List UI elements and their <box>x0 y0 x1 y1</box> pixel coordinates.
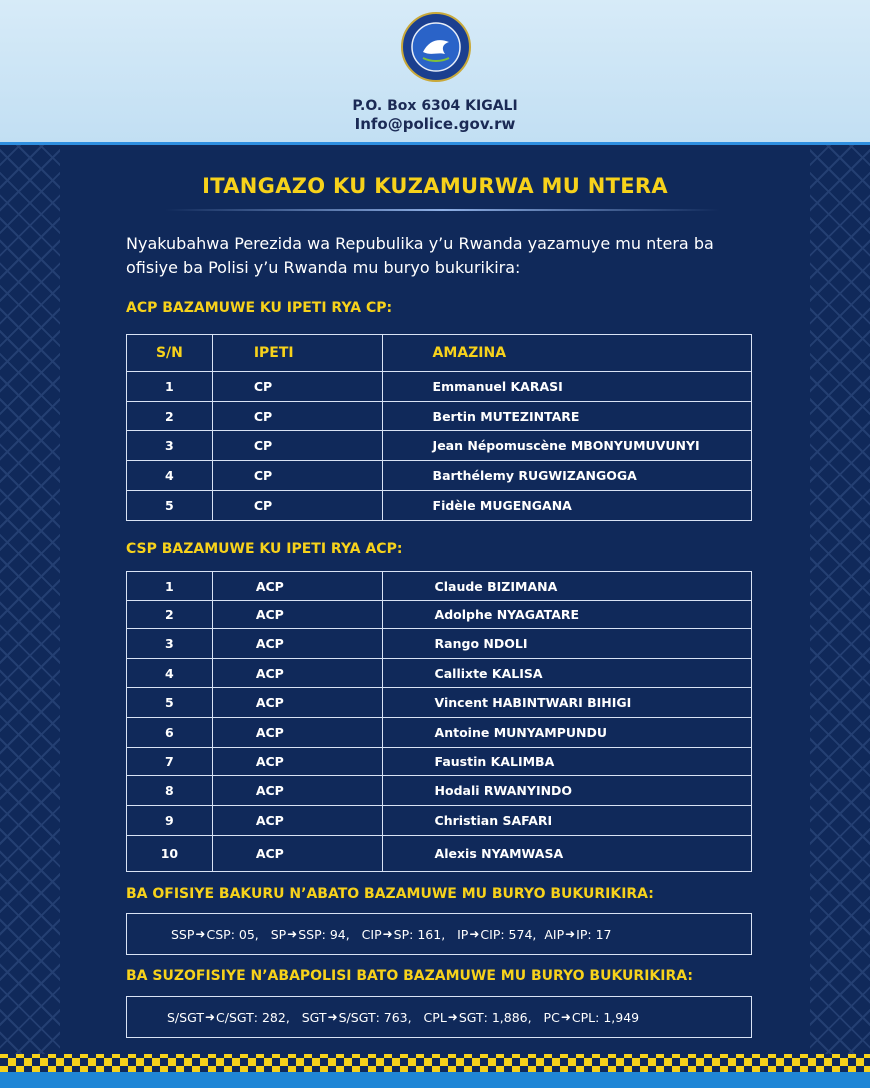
section2-heading: CSP BAZAMUWE KU IPETI RYA ACP: <box>126 541 403 557</box>
acp-promotion-table <box>126 571 752 872</box>
table-row: 1 CP Emmanuel KARASI <box>127 372 752 402</box>
table-row: 8 ACP Hodali RWANYINDO <box>127 776 752 806</box>
section1-heading: ACP BAZAMUWE KU IPETI RYA CP: <box>126 300 393 316</box>
table-row: 6 ACP Antoine MUNYAMPUNDU <box>127 718 752 748</box>
table-row: 9 ACP Christian SAFARI <box>127 806 752 836</box>
checkered-stripe-alt <box>0 1058 870 1066</box>
table-row: 10 ACP Alexis NYAMWASA <box>127 836 752 872</box>
officer-summary-box: SSP ➜ CSP : 05 , SP ➜ SSP : 94 , CIP ➜ SP : 161 , IP ➜ CIP : 574 , AIP ➜ IP : 17 <box>126 913 752 955</box>
page-title: ITANGAZO KU KUZAMURWA MU NTERA <box>202 174 668 198</box>
table-row: 2 ACP Adolphe NYAGATARE <box>127 601 752 629</box>
email-address[interactable]: Info@police.gov.rw <box>354 115 516 133</box>
table-row: 5 CP Fidèle MUGENGANA <box>127 491 752 521</box>
table-row: 4 ACP Callixte KALISA <box>127 659 752 688</box>
cp-promotion-table <box>126 334 752 521</box>
right-pattern <box>810 145 870 1054</box>
title-divider <box>165 209 720 211</box>
table-row: 7 ACP Faustin KALIMBA <box>127 748 752 776</box>
table-row: 3 ACP Rango NDOLI <box>127 629 752 659</box>
table-row: 5 ACP Vincent HABINTWARI BIHIGI <box>127 688 752 718</box>
col-name: AMAZINA <box>382 335 751 372</box>
left-pattern <box>0 145 60 1054</box>
arrow-right-icon: ➜ <box>195 927 206 941</box>
arrow-right-icon: ➜ <box>382 927 393 941</box>
table-header-row <box>127 335 752 372</box>
arrow-right-icon: ➜ <box>447 1010 458 1024</box>
arrow-right-icon: ➜ <box>287 927 298 941</box>
table-row: 3 CP Jean Népomuscène MBONYUMUVUNYI <box>127 431 752 461</box>
arrow-right-icon: ➜ <box>469 927 480 941</box>
intro-text: Nyakubahwa Perezida wa Repubulika y’u Rwanda yazamuye mu ntera ba ofisiye ba Polisi y’u Rwanda mu buryo bukurikira: <box>126 234 714 277</box>
police-logo-icon <box>401 12 471 82</box>
table-row: 1 ACP Claude BIZIMANA <box>127 572 752 601</box>
col-rank: IPETI <box>212 335 382 372</box>
section4-heading: BA SUZOFISIYE N’ABAPOLISI BATO BAZAMUWE MU BURYO BUKURIKIRA: <box>126 968 693 984</box>
table-row: 2 CP Bertin MUTEZINTARE <box>127 402 752 431</box>
arrow-right-icon: ➜ <box>327 1010 338 1024</box>
footer-bar <box>0 1072 870 1088</box>
arrow-right-icon: ➜ <box>560 1010 571 1024</box>
po-box: P.O. Box 6304 KIGALI <box>352 98 518 114</box>
arrow-right-icon: ➜ <box>204 1010 216 1024</box>
arrow-right-icon: ➜ <box>565 927 576 941</box>
section3-heading: BA OFISIYE BAKURU N’ABATO BAZAMUWE MU BURYO BUKURIKIRA: <box>126 886 654 902</box>
nco-summary-box: S/SGT ➜ C/SGT : 282 , SGT ➜ S/SGT : 763 , CPL ➜ SGT : 1,886 , PC ➜ CPL : 1,949 <box>126 996 752 1038</box>
col-sn: S/N <box>127 335 213 372</box>
table-row: 4 CP Barthélemy RUGWIZANGOGA <box>127 461 752 491</box>
